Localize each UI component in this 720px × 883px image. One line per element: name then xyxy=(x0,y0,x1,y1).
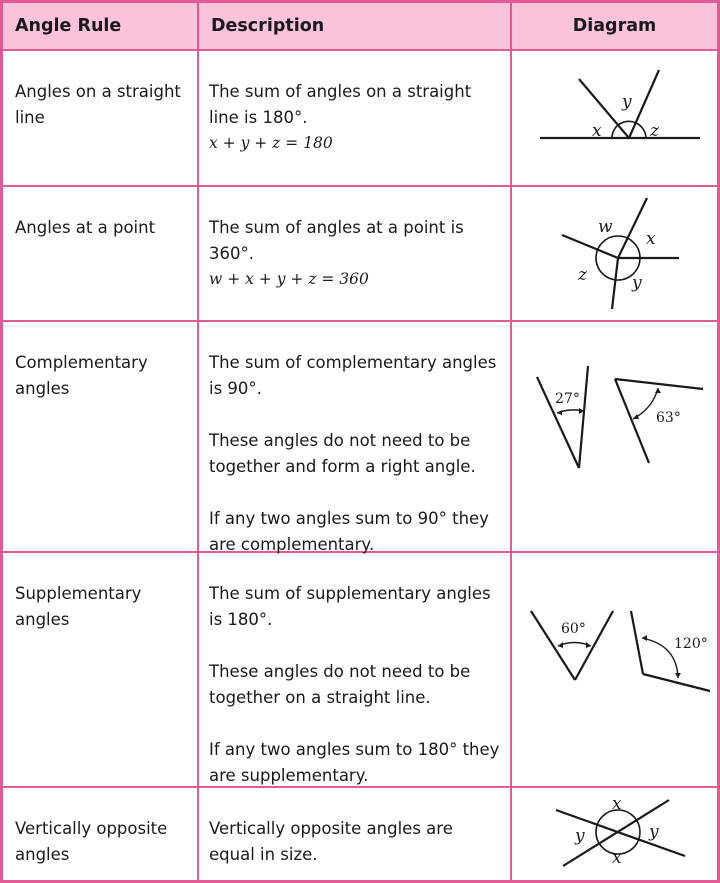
label-z: z xyxy=(650,121,659,141)
rule-description xyxy=(199,51,512,185)
description-text: The sum of angles on a straight line is 180°. xyxy=(209,82,472,127)
label-63: 63° xyxy=(656,410,681,426)
complementary-angles-diagram-icon xyxy=(512,322,717,551)
rule-name: Supplementary angles xyxy=(3,553,199,786)
rule-description xyxy=(199,788,512,883)
straight-line-diagram-icon xyxy=(512,51,717,185)
description-text: These angles do not need to be together and form a right angle. xyxy=(209,431,476,476)
label-y: y xyxy=(632,273,642,293)
rule-name: Angles on a straight line xyxy=(3,51,199,185)
table-row xyxy=(3,788,717,883)
description-text: Vertically opposite angles are equal in size. xyxy=(209,819,453,864)
rule-description xyxy=(199,187,512,320)
table-row xyxy=(3,51,717,187)
label-120: 120° xyxy=(674,636,708,652)
rule-name: Complementary angles xyxy=(3,322,199,551)
label-y: y xyxy=(622,92,632,112)
label-27: 27° xyxy=(555,391,580,407)
header-angle-rule: Angle Rule xyxy=(3,3,199,49)
table-row xyxy=(3,553,717,788)
diagram-straight-line xyxy=(512,51,717,185)
label-x-bottom: x xyxy=(612,848,622,868)
description-text: The sum of angles at a point is 360°. xyxy=(209,218,464,263)
diagram-angles-at-point xyxy=(512,187,717,320)
label-x: x xyxy=(646,229,656,249)
rule-name: Angles at a point xyxy=(3,187,199,320)
diagram-complementary xyxy=(512,322,717,551)
description-text: If any two angles sum to 90° they are complementary. xyxy=(209,509,489,554)
label-w: w xyxy=(598,217,613,237)
label-x-top: x xyxy=(612,794,622,814)
rule-name: Vertically opposite angles xyxy=(3,788,199,883)
description-text: If any two angles sum to 180° they are supplementary. xyxy=(209,740,500,785)
vertically-opposite-diagram-icon xyxy=(512,788,717,883)
diagram-vertically-opposite xyxy=(512,788,717,883)
description-text: These angles do not need to be together on a straight line. xyxy=(209,662,471,707)
diagram-supplementary xyxy=(512,553,717,786)
label-y-left: y xyxy=(575,826,585,846)
rule-description xyxy=(199,322,512,554)
angles-at-point-diagram-icon xyxy=(512,187,717,320)
equation: w + x + y + z = 360 xyxy=(209,270,369,288)
label-60: 60° xyxy=(561,621,586,637)
equation: x + y + z = 180 xyxy=(209,134,333,152)
label-x: x xyxy=(592,121,602,141)
header-diagram: Diagram xyxy=(572,16,657,36)
table-row xyxy=(3,322,717,553)
label-y-right: y xyxy=(649,822,659,842)
description-text: The sum of supplementary angles is 180°. xyxy=(209,584,491,629)
table-header-row xyxy=(3,3,717,51)
table-row xyxy=(3,187,717,322)
description-text: The sum of complementary angles is 90°. xyxy=(209,353,497,398)
supplementary-angles-diagram-icon xyxy=(512,553,717,786)
label-z: z xyxy=(578,265,587,285)
rule-description xyxy=(199,553,512,786)
header-description: Description xyxy=(199,3,512,49)
